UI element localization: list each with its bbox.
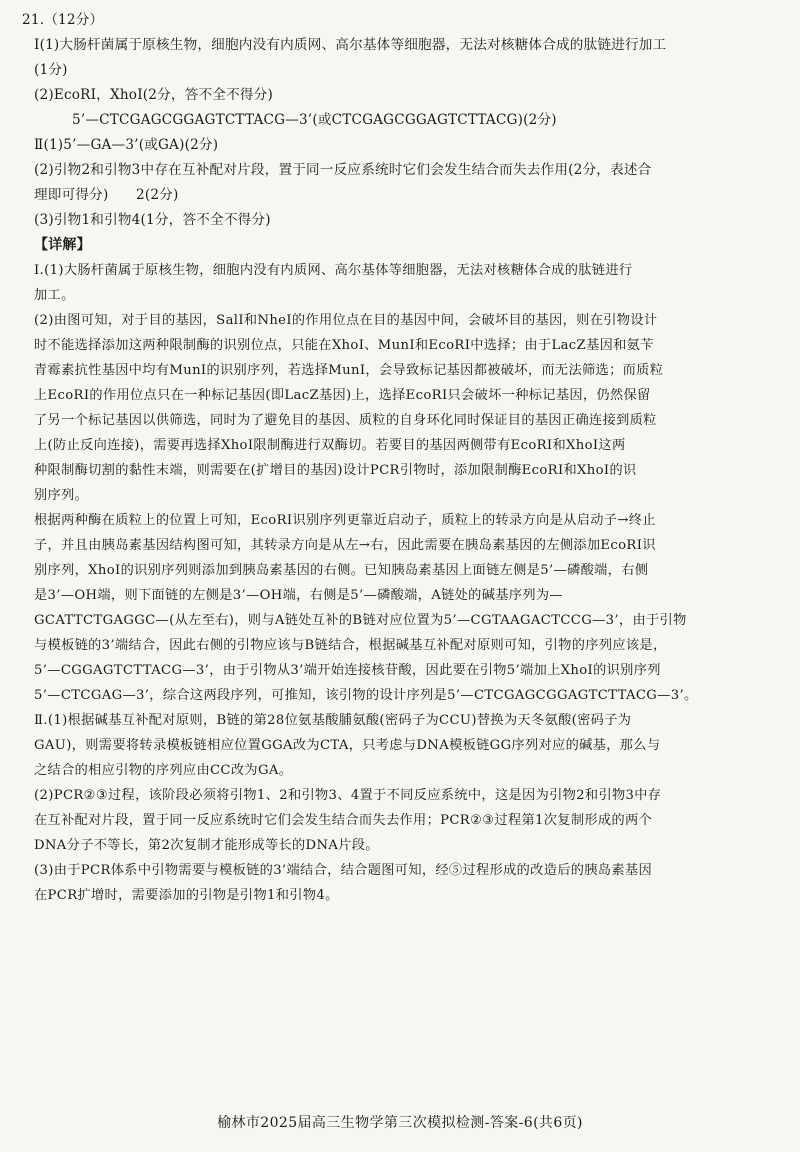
detail-line: (2)PCR②③过程，该阶段必须将引物1、2和引物3、4置于不同反应系统中，这是因为引物2和引物3中存 [34, 788, 662, 803]
answer-line: (1分) [34, 62, 68, 78]
question-number: 21.（12分） [22, 12, 104, 28]
detail-line: Ⅱ.(1)根据碱基互补配对原则，B链的第28位氨基酸脯氨酸(密码子为CCU)替换为天冬氨酸(密码子为 [34, 713, 632, 728]
detail-line: 与模板链的3’端结合，因此右侧的引物应该与B链结合，根据碱基互补配对原则可知，引物的序列应该是， [34, 638, 667, 653]
detail-line: GCATTCTGAGGC—(从左至右)，则与A链处互补的B链对应位置为5’—CGTAAGACTCCG—3’，由于引物 [34, 613, 687, 628]
detail-line: Ⅰ.(1)大肠杆菌属于原核生物，细胞内没有内质网、高尔基体等细胞器，无法对核糖体合成的肽链进行 [34, 263, 633, 278]
detail-line: 5’—CGGAGTCTTACG—3’，由于引物从3’端开始连接核苷酸，因此要在引物5’端加上XhoⅠ的识别序列 [34, 663, 661, 678]
detail-line: 上(防止反向连接)，需要再选择XhoⅠ限制酶进行双酶切。若要目的基因两侧带有EcoRⅠ和XhoⅠ这两 [34, 438, 626, 453]
detail-line: 5’—CTCGAG—3’，综合这两段序列，可推知，该引物的设计序列是5’—CTCGAGCGGAGTCTTACG—3’。 [34, 688, 698, 703]
detail-line: 时不能选择添加这两种限制酶的识别位点，只能在XhoⅠ、MunⅠ和EcoRⅠ中选择；由于LacZ基因和氨苄 [34, 338, 654, 353]
answer-line: (3)引物1和引物4(1分，答不全不得分) [34, 212, 271, 228]
detail-line: DNA分子不等长，第2次复制才能形成等长的DNA片段。 [34, 838, 379, 853]
detail-line: 在互补配对片段，置于同一反应系统时它们会发生结合而失去作用；PCR②③过程第1次复制形成的两个 [34, 813, 653, 828]
detail-line: GAU)，则需要将转录模板链相应位置GGA改为CTA，只考虑与DNA模板链GG序列对应的碱基，那么与 [34, 738, 661, 753]
detail-line: 在PCR扩增时，需要添加的引物是引物1和引物4。 [34, 888, 339, 903]
detail-line: (3)由于PCR体系中引物需要与模板链的3’端结合，结合题图可知，经⑤过程形成的改造后的胰岛素基因 [34, 863, 652, 878]
answer-line: 5’—CTCGAGCGGAGTCTTACG—3’(或CTCGAGCGGAGTCTTACG)(2分) [72, 112, 557, 128]
detail-line: 了另一个标记基因以供筛选，同时为了避免目的基因、质粒的自身环化同时保证目的基因正确连接到质粒 [34, 413, 657, 428]
answer-line: 理即可得分) 2(2分) [34, 187, 179, 203]
answer-line: Ⅱ(1)5’—GA—3’(或GA)(2分) [34, 137, 219, 153]
page-footer: 榆林市2025届高三生物学第三次模拟检测-答案-6(共6页) [217, 1115, 583, 1131]
detail-line: 上EcoRⅠ的作用位点只在一种标记基因(即LacZ基因)上，选择EcoRⅠ只会破坏一种标记基因，仍然保留 [34, 388, 651, 403]
detail-line: 别序列。 [34, 488, 89, 503]
answer-line: Ⅰ(1)大肠杆菌属于原核生物，细胞内没有内质网、高尔基体等细胞器，无法对核糖体合成的肽链进行加工 [34, 37, 667, 53]
detail-line: 加工。 [34, 288, 75, 303]
detail-line: 根据两种酶在质粒上的位置上可知，EcoRⅠ识别序列更靠近启动子，质粒上的转录方向是从启动子→终止 [34, 513, 656, 528]
detail-heading: 【详解】 [34, 237, 91, 253]
detail-line: 之结合的相应引物的序列应由CC改为GA。 [34, 763, 293, 778]
answer-line: (2)引物2和引物3中存在互补配对片段，置于同一反应系统时它们会发生结合而失去作用(2分，表述合 [34, 162, 652, 178]
detail-line: 种限制酶切割的黏性末端，则需要在(扩增目的基因)设计PCR引物时，添加限制酶EcoRⅠ和XhoⅠ的识 [34, 463, 637, 478]
detail-line: 子，并且由胰岛素基因结构图可知，其转录方向是从左→右，因此需要在胰岛素基因的左侧添加EcoRⅠ识 [34, 538, 656, 553]
detail-line: (2)由图可知，对于目的基因，SalⅠ和NheⅠ的作用位点在目的基因中间，会破坏目的基因，则在引物设计 [34, 313, 658, 328]
detail-line: 别序列，XhoⅠ的识别序列则添加到胰岛素基因的右侧。已知胰岛素基因上面链左侧是5’—磷酸端，右侧 [34, 563, 649, 578]
answer-line: (2)EcoRⅠ，XhoⅠ(2分，答不全不得分) [34, 87, 273, 103]
detail-line: 是3’—OH端，则下面链的左侧是3’—OH端，右侧是5’—磷酸端，A链处的碱基序列为— [34, 588, 563, 603]
detail-line: 青霉素抗性基因中均有MunⅠ的识别序列，若选择MunⅠ，会导致标记基因都被破坏，而无法筛选；而质粒 [34, 363, 664, 378]
